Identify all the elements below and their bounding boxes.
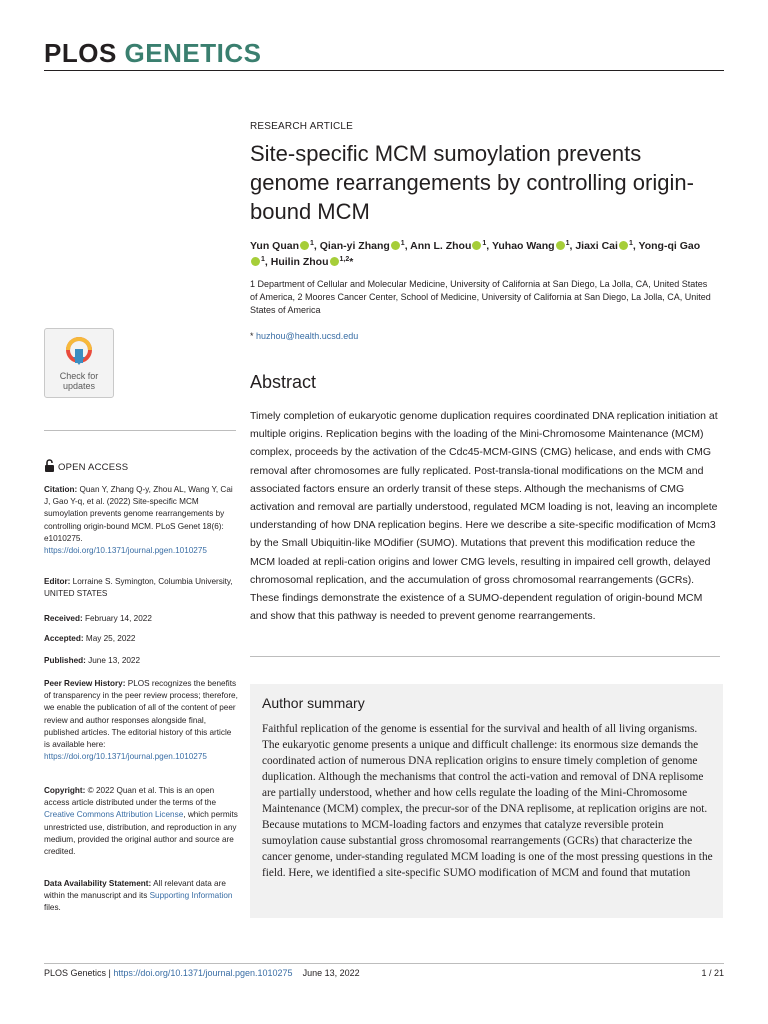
- author-name[interactable]: Jiaxi Cai: [575, 240, 618, 252]
- author-separator: *: [349, 256, 354, 268]
- author-affiliation-marker: 1: [310, 240, 314, 247]
- orcid-icon[interactable]: [330, 257, 339, 266]
- journal-logo-plos: PLOS: [44, 38, 117, 68]
- citation-block: Citation: Quan Y, Zhang Q-y, Zhou AL, Wang Y, Cai J, Gao Y-q, et al. (2022) Site-specific MCM sumoylation prevents genome rearrangements by controlling origin-bound MCM. PLoS Genet 18(6): e1010275. https://doi.org/10.1371/journal.pgen.1010275: [44, 485, 233, 556]
- article-title: Site-specific MCM sumoylation prevents genome rearrangements by controlling origin-bound MCM: [250, 141, 694, 224]
- page-number: 1 / 21: [701, 968, 724, 978]
- author-name[interactable]: Yun Quan: [250, 240, 300, 252]
- author-affiliation-marker: 1: [628, 240, 633, 247]
- abstract-heading: Abstract: [250, 372, 317, 392]
- article-type: RESEARCH ARTICLE: [250, 121, 354, 132]
- author-name[interactable]: Yuhao Wang: [491, 240, 555, 252]
- check-for-updates-badge[interactable]: [44, 328, 114, 398]
- footer-citation: PLOS Genetics | https://doi.org/10.1371/journal.pgen.1010275 June 13, 2022: [44, 968, 360, 978]
- license-link[interactable]: Creative Commons Attribution License: [44, 810, 184, 820]
- author-name[interactable]: Ann L. Zhou: [410, 240, 472, 252]
- orcid-icon[interactable]: [472, 241, 481, 250]
- peer-review-block: Peer Review History: PLOS recognizes the benefits of transparency in the peer review process; therefore, we enable the publication of all of the content of peer review and author responses alongside final, published articles. The editorial history of this article is available here: https://doi.org/10.1371/journal.pgen.1010275: [44, 679, 238, 762]
- received-date: Received: February 14, 2022: [44, 614, 152, 623]
- copyright-block: Copyright: © 2022 Quan et al. This is an open access article distributed under the terms of the Creative Commons Attribution License, which permits unrestricted use, distribution, and reproduction in any medium, provided the original author and source are credited.: [44, 786, 238, 857]
- sidebar-divider: [44, 430, 236, 431]
- author-affiliation-marker: 1: [482, 240, 487, 247]
- author-separator: ,: [313, 240, 320, 252]
- published-date: Published: June 13, 2022: [44, 656, 141, 665]
- open-access-label: OPEN ACCESS: [44, 459, 128, 473]
- accepted-date: Accepted: May 25, 2022: [44, 634, 136, 643]
- supporting-information-link[interactable]: Supporting Information: [149, 891, 233, 901]
- author-summary-text: Faithful replication of the genome is essential for the survival and health of all living organisms. The eukaryotic genome presents a unique and difficult challenge: its enormous size demands the coordinated action of numerous DNA replication origins to ensure timely completion of genome duplication. Although the mechanisms that control the acti-vation and removal of DNA replisome are partially understood, whether and how cells regulate the loading of the Mini-Chromosome Maintenance (MCM) complex, the precur-sor of the DNA replisome, at replication origins are not. Because mutations to MCM-loading factors and enzymes that catalyze reversible protein sumoylation cause substantial gross chromosomal rearrangements (GCRs) that characterize the cancer genome, under-standing regulated MCM loading is one of the most pressing questions in the field. Here, we identified a site-specific SUMO modification of MCM and found that mutation: [262, 723, 713, 879]
- author-summary-box: [250, 684, 723, 918]
- editor-block: Editor: Lorraine S. Symington, Columbia University, UNITED STATES: [44, 577, 233, 599]
- author-name[interactable]: Qian-yi Zhang: [319, 240, 390, 252]
- orcid-icon[interactable]: [300, 241, 309, 250]
- author-name[interactable]: Yong-qi Gao: [638, 240, 701, 252]
- correspondence-email-link[interactable]: huzhou@health.ucsd.edu: [256, 331, 359, 341]
- orcid-icon[interactable]: [619, 241, 628, 250]
- author-affiliation-marker: 1: [565, 240, 570, 247]
- author-affiliation-marker: 1: [400, 240, 405, 247]
- correspondence: * huzhou@health.ucsd.edu: [250, 331, 359, 341]
- abstract-divider: [250, 656, 720, 657]
- affiliations: 1 Department of Cellular and Molecular Medicine, University of California at San Diego, La Jolla, CA, United States of America, 2 Moores Cancer Center, School of Medicine, University of California at San Diego, La Jolla, CA, United States of America: [250, 279, 711, 315]
- author-affiliation-marker: 1,2: [339, 256, 350, 263]
- orcid-icon[interactable]: [556, 241, 565, 250]
- author-list: [250, 238, 705, 270]
- abstract-text: Timely completion of eukaryotic genome duplication requires coordinated DNA replication initiation at multiple origins. Replication begins with the loading of the Mini-Chromosome Maintenance (MCM) complex, proceeds by the activation of the Cdc45-MCM-GINS (CMG) helicase, and ends with CMG removal after chromosomes are fully replicated. Post-transla-tional modifications on the MCM and associated factors ensure an orderly transit of these steps. Although the mechanisms of CMG activation and removal are partially understood, regulated MCM loading is not, leaving an incomplete understanding of how DNA replication begins. Here we describe a site-specific modification of Mcm3 by the Small Ubiquitin-like MOdifier (SUMO). Mutations that prevent this modification reduce the MCM loaded at repli-cation origins and lower CMG levels, resulting in impaired cell growth, delayed chromosomal replication, and the accumulation of gross chromosomal rearrangements (GCRs). These findings demonstrate the existence of a SUMO-dependent regulation of origin-bound MCM and show that this pathway is needed to prevent genome rearrangements.: [250, 410, 718, 623]
- check-for-updates-icon: [62, 335, 96, 369]
- author-separator: ,: [486, 240, 492, 252]
- footer-doi-link[interactable]: https://doi.org/10.1371/journal.pgen.1010275: [113, 968, 293, 978]
- footer-date: June 13, 2022: [302, 968, 360, 978]
- check-for-updates-label: Check for updates: [59, 371, 99, 391]
- author-separator: ,: [632, 240, 639, 252]
- orcid-icon[interactable]: [251, 257, 260, 266]
- author-name[interactable]: Huilin Zhou: [270, 256, 329, 268]
- author-summary-heading: Author summary: [262, 695, 365, 711]
- orcid-icon[interactable]: [391, 241, 400, 250]
- peer-review-link[interactable]: https://doi.org/10.1371/journal.pgen.1010275: [44, 752, 207, 762]
- author-separator: ,: [404, 240, 411, 252]
- journal-logo[interactable]: [44, 38, 261, 68]
- author-separator: ,: [264, 256, 271, 268]
- journal-logo-genetics: GENETICS: [124, 38, 262, 68]
- citation-doi-link[interactable]: https://doi.org/10.1371/journal.pgen.1010275: [44, 546, 207, 556]
- open-access-lock-icon: [44, 459, 55, 472]
- author-separator: ,: [569, 240, 576, 252]
- author-affiliation-marker: 1: [261, 256, 265, 263]
- data-availability-block: Data Availability Statement: All relevant data are within the manuscript and its Supporting Information files.: [44, 879, 233, 913]
- footer-divider: [44, 963, 724, 964]
- header-divider: [44, 70, 724, 71]
